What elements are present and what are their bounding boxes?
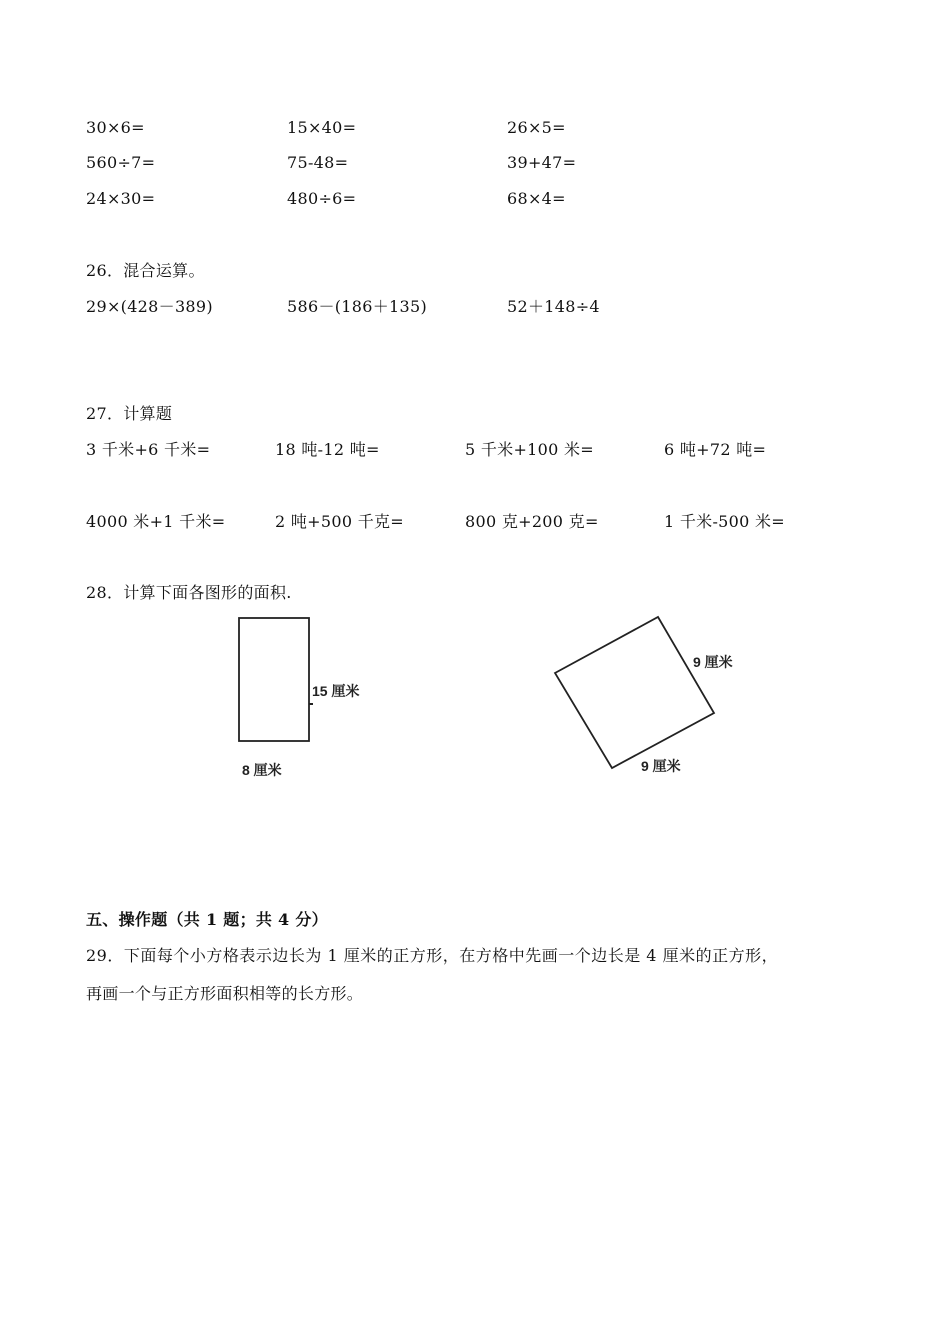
oral-calc-item: 39+47= <box>507 153 577 172</box>
question-title: 28．计算下面各图形的面积. <box>86 583 292 602</box>
square-side-label: 9 厘米 <box>693 654 733 670</box>
question-29-text-cont: 再画一个与正方形面积相等的长方形。 <box>86 984 364 1003</box>
square-shape <box>555 617 714 768</box>
unit-calc-item: 6 吨+72 吨= <box>664 440 767 459</box>
square-side-label: 9 厘米 <box>641 758 681 774</box>
expression-item: 29×(428－389) <box>86 297 213 316</box>
expression-item: 586－(186＋135) <box>287 297 428 316</box>
rect-height-label: 15 厘米 <box>312 683 360 699</box>
section-heading: 五、操作题（共 1 题；共 4 分） <box>86 910 328 929</box>
unit-calc-item: 4000 米+1 千米= <box>86 512 226 531</box>
oral-calc-item: 68×4= <box>507 189 566 208</box>
question-29-text: 29．下面每个小方格表示边长为 1 厘米的正方形，在方格中先画一个边长是 4 厘米的正方形， <box>86 946 779 965</box>
unit-calc-item: 800 克+200 克= <box>465 512 599 531</box>
rectangle-shape <box>239 618 309 741</box>
oral-calc-item: 24×30= <box>86 189 156 208</box>
oral-calc-item: 560÷7= <box>86 153 156 172</box>
unit-calc-item: 5 千米+100 米= <box>465 440 595 459</box>
unit-calc-item: 2 吨+500 千克= <box>275 512 405 531</box>
oral-calc-item: 26×5= <box>507 118 566 137</box>
unit-calc-item: 3 千米+6 千米= <box>86 440 211 459</box>
unit-calc-item: 1 千米-500 米= <box>664 512 786 531</box>
oral-calc-item: 480÷6= <box>287 189 357 208</box>
question-title: 27．计算题 <box>86 404 173 423</box>
oral-calc-item: 75-48= <box>287 153 349 172</box>
unit-calc-item: 18 吨-12 吨= <box>275 440 380 459</box>
expression-item: 52＋148÷4 <box>507 297 600 316</box>
oral-calc-item: 30×6= <box>86 118 145 137</box>
question-title: 26．混合运算。 <box>86 261 205 280</box>
rect-width-label: 8 厘米 <box>242 762 282 778</box>
oral-calc-item: 15×40= <box>287 118 357 137</box>
